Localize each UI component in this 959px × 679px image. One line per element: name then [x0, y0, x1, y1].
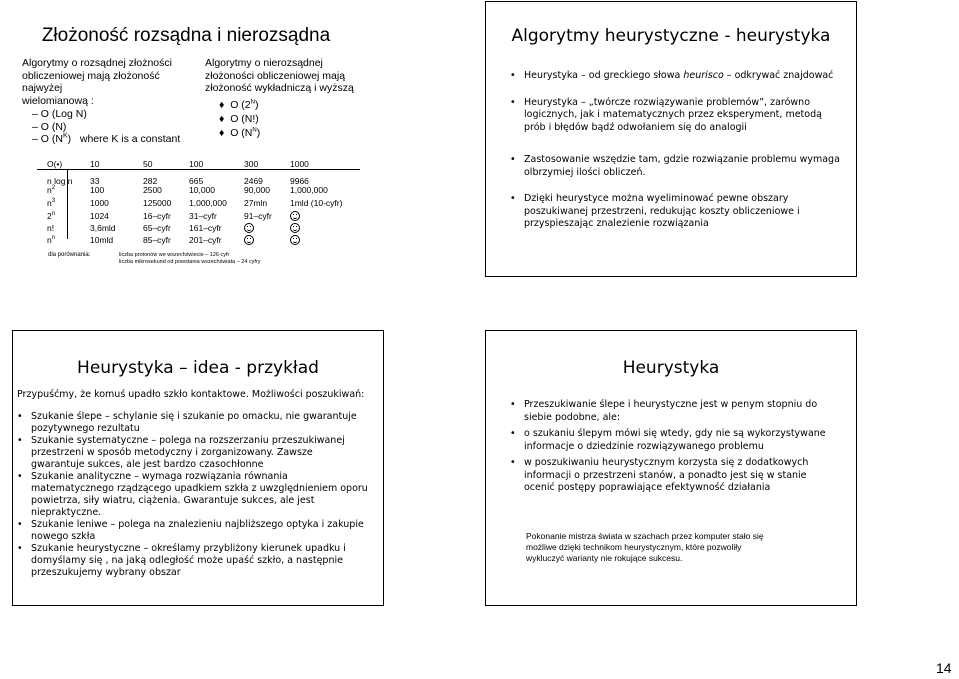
list-item: – O $(N^K)$ where K is a constant: [32, 132, 181, 145]
list-item: • Heurystyka – od greckiego słowa heurisco – odkrywać znajdować: [510, 70, 840, 83]
list-item: • Szukanie analityczne – wymaga rozwiązania równania matematycznego rządzącego upadkiem szkła z uwzględnieniem oporu powietrza, siły wiatru, ciążenia. Gwarantuje sukces, ale jest niepraktyczne.: [17, 471, 369, 519]
table-cell: 31–cyfr: [189, 211, 217, 221]
smiley-icon: [290, 211, 300, 221]
table-cell: 1mld (10-cyfr): [290, 198, 343, 208]
table-divider: [37, 169, 360, 170]
table-cell: 2469: [244, 176, 263, 186]
bullet-list: [17, 411, 369, 579]
smiley-icon: [290, 223, 300, 233]
list-item: • Przeszukiwanie ślepe i heurystyczne jest w penym stopniu do siebie podobne, ale:: [510, 399, 840, 424]
slide-title: Złożoność rozsądna i nierozsądna: [41, 25, 331, 46]
row-label: n log n: [47, 176, 73, 186]
table-cell: 201–cyfr: [189, 235, 222, 245]
table-cell: 33: [90, 176, 100, 186]
table-cell: 27mln: [244, 198, 268, 208]
list-item: • Szukanie systematyczne – polega na rozszerzaniu przeszukiwanej przestrzeni w sposób metodyczny i zorganizowany. Zawsze gwarantuje sukces, ale jest bardzo czasochłonne: [17, 435, 369, 471]
list-item: • Szukanie leniwe – polega na znalezieniu najbliższego optyka i zakupie nowego szkła: [17, 519, 369, 543]
list-item: • Szukanie heurystyczne – określamy przybliżony kierunek upadku i domyślamy się , na jaką odległość może upaść szkło, a następnie przeszukujemy wybrany obszar: [17, 543, 369, 579]
bullet-list: [510, 70, 840, 231]
table-cell: [244, 235, 254, 247]
bullet-list: [510, 399, 840, 495]
table-header: 50: [143, 159, 153, 169]
smiley-icon: [244, 235, 254, 245]
table-cell: 1,000,000: [290, 185, 328, 195]
smiley-icon: [244, 223, 254, 233]
row-label: $n^3$: [47, 198, 56, 208]
list-item: ♦ O $(2^N)$: [219, 98, 259, 111]
reasonable-block: Algorytmy o rozsądnej złożności obliczeniowej mają złożoność najwyżej wielomianową : – O (Log N) – O (N) – O $(N^K)$ where K is a constant: [22, 57, 200, 146]
table-cell: 1,000,000: [189, 198, 227, 208]
table-cell: 1000: [90, 198, 109, 208]
row-label: $n^2$: [47, 185, 56, 195]
row-label: $n^n$: [47, 235, 56, 245]
table-cell: 90,000: [244, 185, 270, 195]
slide-heuristics-summary: [485, 330, 857, 606]
slide-complexity: [12, 2, 360, 278]
list-item: • Dzięki heurystyce można wyeliminować pewne obszary poszukiwanej przestrzeni, redukując koszty obliczeniowe i przyspieszając znalezienie rozwiązania: [510, 193, 840, 231]
smiley-icon: [290, 235, 300, 245]
comparison-line: liczba protonów we wszechświecie – 126 cyfr: [119, 252, 230, 258]
table-cell: 91–cyfr: [244, 211, 272, 221]
table-header: 100: [189, 159, 204, 169]
row-label: n!: [47, 223, 55, 233]
table-cell: 1024: [90, 211, 109, 221]
table-header: 10: [90, 159, 100, 169]
page-number: 14: [936, 660, 952, 676]
list-item: ♦ O $(N^N)$: [219, 126, 261, 139]
table-cell: [290, 235, 300, 247]
table-cell: 2500: [143, 185, 162, 195]
table-cell: [290, 211, 300, 223]
row-label: 2$^n$: [47, 211, 56, 221]
list-item: • o szukaniu ślepym mówi się wtedy, gdy nie są wykorzystywane informacje o dziedzinie rozwiązywanego problemu: [510, 428, 840, 453]
note-text: Pokonanie mistrza świata w szachach przez komputer stało się możliwe dzięki technikom heurystycznym, które pozwoliły wykluczyć warianty nie rokujące sukcesu.: [526, 531, 764, 563]
list-item: • w poszukiwaniu heurystycznym korzysta się z dodatkowych informacji o przestrzeni stanów, a ponadto jest się w stanie ocenić postępy poprawiające efektywność działania: [510, 457, 840, 495]
table-cell: 3,6mld: [90, 223, 116, 233]
list-item: • Zastosowanie wszędzie tam, gdzie rozwiązanie problemu wymaga olbrzymiej ilości obliczeń.: [510, 154, 840, 179]
table-cell: 125000: [143, 198, 172, 208]
table-cell: [244, 223, 254, 235]
table-cell: 16–cyfr: [143, 211, 171, 221]
table-cell: 282: [143, 176, 158, 186]
table-cell: 665: [189, 176, 204, 186]
table-cell: 9966: [290, 176, 309, 186]
table-header: 1000: [290, 159, 309, 169]
list-item: • Szukanie ślepe – schylanie się i szukanie po omacku, nie gwarantuje pozytywnego rezultatu: [17, 411, 369, 435]
list-item: • Heurystyka – „twórcze rozwiązywanie problemów”, zarówno logicznych, jak i matematycznych przez eksperyment, metodą prób i błędów bądź odwołaniem się do analogii: [510, 97, 840, 135]
table-cell: 65–cyfr: [143, 223, 171, 233]
slide-intro: Przypuśćmy, że komuś upadło szkło kontaktowe. Możliwości poszukiwań:: [17, 389, 365, 400]
slide-title: Algorytmy heurystyczne - heurystyka: [511, 26, 831, 46]
table-header: 300: [244, 159, 259, 169]
table-header: O(•): [47, 159, 63, 169]
table-cell: 10,000: [189, 185, 215, 195]
table-cell: [290, 223, 300, 235]
table-cell: 10mld: [90, 235, 114, 245]
list-item: ♦ O (N!): [219, 112, 259, 125]
list-item: – O (Log N): [32, 108, 87, 120]
slide-title: Heurystyka – idea - przykład: [77, 358, 319, 378]
table-cell: 161–cyfr: [189, 223, 222, 233]
slide-heuristics: [485, 1, 857, 277]
comparison-label: dla porównania:: [48, 252, 91, 258]
slide-title: Heurystyka: [622, 358, 720, 378]
list-item: – O (N): [32, 120, 67, 133]
unreasonable-block: Algorytmy o nierozsądnej złożoności obliczeniowej mają złożoność wykładniczą i wyższą ♦ O $(2^N)$ ♦ O (N!) ♦ O $(N^N)$: [205, 57, 365, 140]
comparison-line: liczba mikrosekund od powstania wszechświata – 24 cyfry: [119, 259, 261, 265]
table-cell: 100: [90, 185, 105, 195]
slide-heuristic-example: [12, 330, 384, 606]
table-cell: 85–cyfr: [143, 235, 171, 245]
